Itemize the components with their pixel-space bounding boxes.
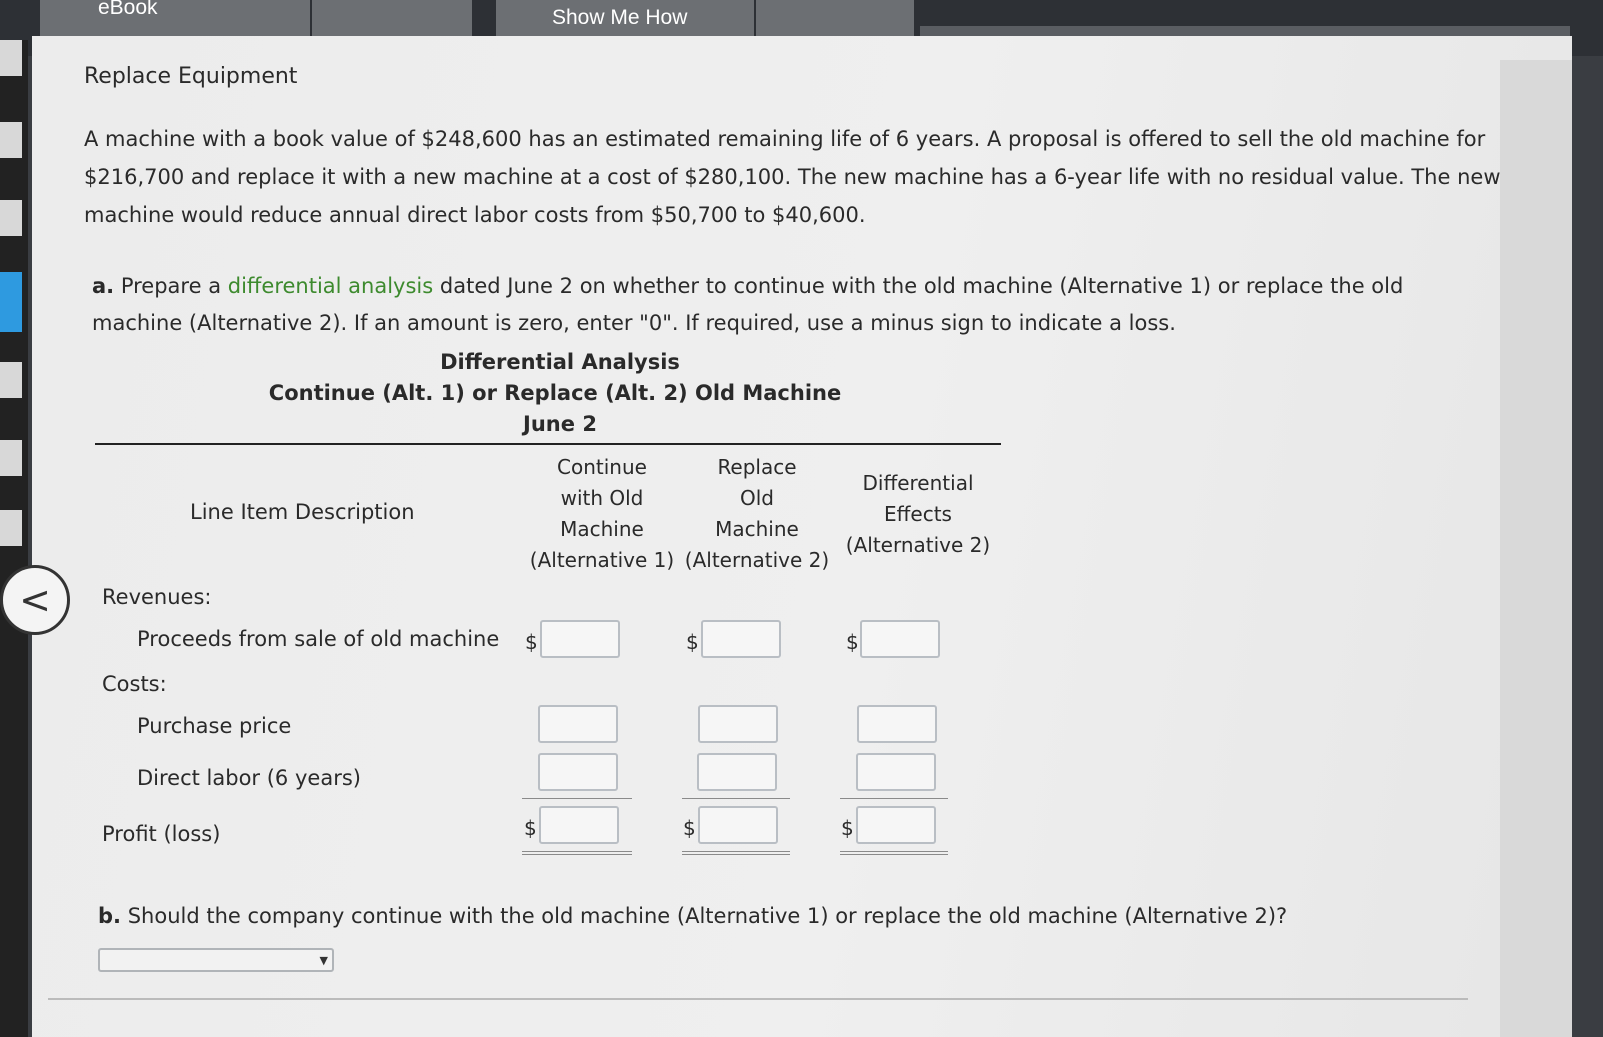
part-b-text: Should the company continue with the old machine (Alternative 1) or replace the old machine (Alternative 2)? bbox=[127, 904, 1288, 928]
col-header-diff-line: Differential bbox=[862, 471, 974, 495]
table-heading-subtitle: Continue (Alt. 1) or Replace (Alt. 2) Old Machine bbox=[268, 381, 842, 405]
part-a-prefix: a. bbox=[92, 274, 115, 298]
col-header-alt1-line: (Alternative 1) bbox=[529, 548, 675, 572]
back-button[interactable] bbox=[0, 565, 70, 635]
currency-symbol: $ bbox=[683, 816, 696, 840]
purchase-alt1-input[interactable] bbox=[538, 705, 618, 743]
col-header-description: Line Item Description bbox=[190, 500, 415, 524]
part-a-text-after: dated June 2 on whether to continue with the old machine (Alternative 1) or replace the old machine (Alternative 2). If an amount is zero, enter "0". If required, use a minus sign to indicate a loss. bbox=[92, 274, 1404, 335]
problem-statement: A machine with a book value of $248,600 has an estimated remaining life of 6 years. A proposal is offered to sell the old machine for $216,700 and replace it with a new machine at a cost of $280,100. The new machine has a 6-year life with no residual value. The new machine would reduce annual direct labor costs from $50,700 to $40,600. bbox=[84, 127, 1501, 227]
labor-alt1-input[interactable] bbox=[538, 753, 618, 791]
profit-diff-input[interactable] bbox=[856, 806, 936, 844]
sidebar-marker-active[interactable] bbox=[0, 272, 22, 332]
revenues-label: Revenues: bbox=[102, 585, 212, 609]
purchase-diff-input[interactable] bbox=[857, 705, 937, 743]
sidebar-marker[interactable] bbox=[0, 200, 22, 236]
profit-alt2-input[interactable] bbox=[698, 806, 778, 844]
currency-symbol: $ bbox=[525, 630, 538, 654]
col-header-differential bbox=[836, 468, 1000, 561]
col-header-alt1-line: with Old bbox=[560, 486, 644, 510]
page-title: Replace Equipment bbox=[84, 64, 298, 89]
col-header-alt1-line: Continue bbox=[557, 455, 647, 479]
tab-ebook-label[interactable]: eBook bbox=[98, 0, 158, 19]
costs-label: Costs: bbox=[102, 672, 167, 696]
proceeds-alt2-input[interactable] bbox=[701, 620, 781, 658]
part-b-prefix: b. bbox=[98, 904, 122, 928]
total-double-underline bbox=[840, 851, 948, 855]
profit-alt1-input[interactable] bbox=[539, 806, 619, 844]
col-header-alt1-line: Machine bbox=[560, 517, 644, 541]
purchase-price-label: Purchase price bbox=[137, 714, 292, 738]
profit-loss-label: Profit (loss) bbox=[102, 822, 221, 846]
proceeds-label: Proceeds from sale of old machine bbox=[137, 627, 500, 651]
differential-analysis-link[interactable]: differential analysis bbox=[227, 274, 434, 298]
proceeds-alt1-input[interactable] bbox=[540, 620, 620, 658]
table-heading-date: June 2 bbox=[523, 412, 597, 436]
col-header-alt2-line: Old bbox=[740, 486, 774, 510]
table-heading-title: Differential Analysis bbox=[440, 350, 680, 374]
col-header-alt1 bbox=[512, 452, 692, 576]
col-header-alt2-line: (Alternative 2) bbox=[684, 548, 830, 572]
sidebar-marker[interactable] bbox=[0, 510, 22, 546]
currency-symbol: $ bbox=[686, 630, 699, 654]
labor-alt2-input[interactable] bbox=[697, 753, 777, 791]
col-header-alt2-line: Machine bbox=[715, 517, 799, 541]
sidebar-marker[interactable] bbox=[0, 40, 22, 76]
decision-dropdown[interactable] bbox=[98, 948, 334, 972]
part-a-instructions bbox=[92, 268, 1492, 342]
purchase-alt2-input[interactable] bbox=[698, 705, 778, 743]
section-divider bbox=[48, 998, 1468, 1000]
chevron-down-icon: ▼ bbox=[319, 954, 328, 967]
subtotal-underline bbox=[522, 798, 632, 799]
currency-symbol: $ bbox=[841, 816, 854, 840]
sidebar-marker[interactable] bbox=[0, 362, 22, 398]
subtotal-underline bbox=[682, 798, 790, 799]
total-double-underline bbox=[682, 851, 790, 855]
total-double-underline bbox=[522, 851, 632, 855]
sidebar-marker[interactable] bbox=[0, 122, 22, 158]
labor-diff-input[interactable] bbox=[856, 753, 936, 791]
proceeds-diff-input[interactable] bbox=[860, 620, 940, 658]
col-header-alt2-line: Replace bbox=[717, 455, 797, 479]
currency-symbol: $ bbox=[846, 630, 859, 654]
subtotal-underline bbox=[840, 798, 948, 799]
left-sidebar-strip bbox=[0, 40, 28, 1037]
col-header-diff-line: Effects bbox=[884, 502, 952, 526]
part-b-question bbox=[98, 904, 1287, 928]
currency-symbol: $ bbox=[524, 816, 537, 840]
tab-show-me-how-label[interactable]: Show Me How bbox=[552, 6, 688, 29]
chevron-left-icon: < bbox=[19, 578, 51, 622]
part-a-text-before: Prepare a bbox=[120, 274, 222, 298]
sidebar-marker[interactable] bbox=[0, 440, 22, 476]
col-header-alt2 bbox=[674, 452, 840, 576]
col-header-diff-line: (Alternative 2) bbox=[845, 533, 991, 557]
direct-labor-label: Direct labor (6 years) bbox=[137, 766, 361, 790]
card-edge-shade bbox=[1500, 60, 1572, 1037]
table-header-rule bbox=[95, 443, 1001, 445]
